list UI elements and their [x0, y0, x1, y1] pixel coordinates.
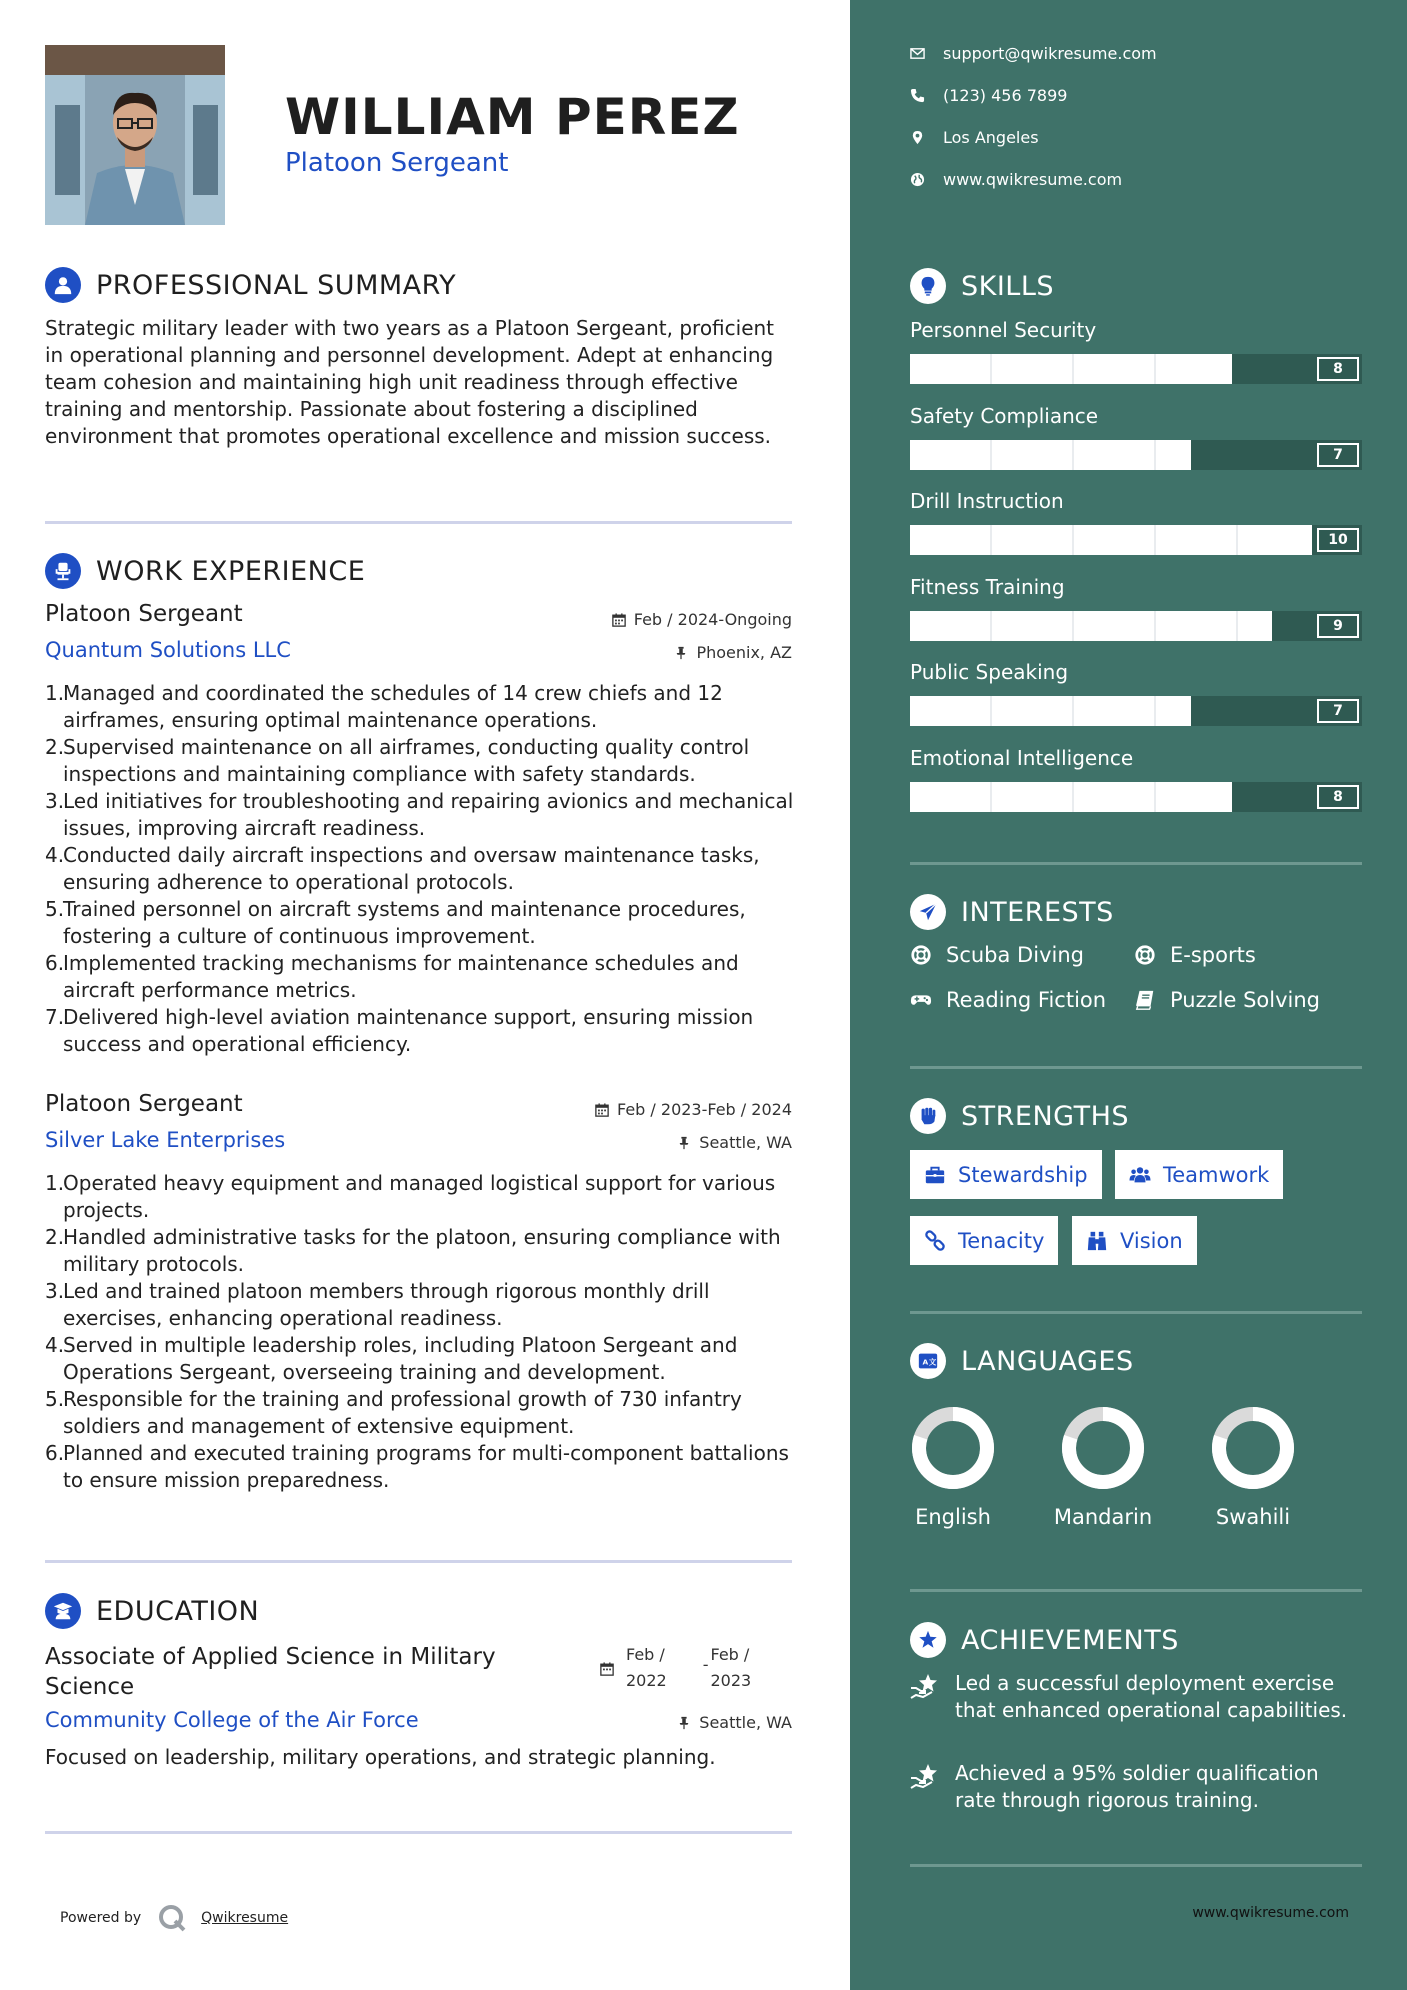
map-marker-icon — [910, 130, 925, 145]
skill-name: Personnel Security — [910, 318, 1097, 342]
strength-badge — [910, 1216, 1058, 1265]
strength-label: Tenacity — [958, 1228, 1045, 1253]
pin-icon — [677, 1136, 691, 1150]
skill-bar-fill — [910, 354, 1232, 384]
skill-bar-fill — [910, 782, 1232, 812]
job-location — [677, 1133, 792, 1152]
envelope-icon — [910, 46, 925, 61]
list-item: 6. Planned and executed training programs for multi-component battalions to ensure mission preparedness. — [45, 1441, 789, 1492]
globe-icon — [910, 172, 925, 187]
list-item: 3. Led initiatives for troubleshooting and repairing avionics and mechanical issues, improving aircraft readiness. — [45, 789, 794, 840]
education-dates — [600, 1642, 751, 1694]
interest-label: Reading Fiction — [946, 988, 1107, 1012]
language-icon — [910, 1343, 946, 1379]
qwikresume-link[interactable]: Qwikresume — [201, 1910, 289, 1926]
company-name: Silver Lake Enterprises — [45, 1128, 286, 1152]
users-icon — [1129, 1164, 1151, 1186]
list-item: 1. Managed and coordinated the schedules of 14 crew chiefs and 12 airframes, ensuring optimal maintenance operations. — [45, 681, 723, 732]
skill-bar-fill — [910, 525, 1312, 555]
summary-heading: PROFESSIONAL SUMMARY — [96, 269, 457, 301]
skill-rating: 9 — [1317, 614, 1359, 638]
phone-icon — [910, 88, 925, 103]
sidebar — [850, 0, 1407, 1990]
languages-heading: LANGUAGES — [961, 1345, 1134, 1377]
book-icon — [1134, 989, 1156, 1011]
skill-bar-fill — [910, 696, 1191, 726]
skill-rating: 8 — [1317, 357, 1359, 381]
svg-text:文: 文 — [928, 1357, 937, 1367]
powered-by-label: Powered by — [60, 1910, 142, 1926]
language-item — [1038, 1405, 1168, 1529]
skill-rating: 10 — [1317, 528, 1359, 552]
experience-heading: WORK EXPERIENCE — [96, 555, 366, 587]
section-divider — [910, 1066, 1362, 1069]
life-ring-icon — [910, 944, 932, 966]
section-divider — [45, 1560, 792, 1563]
list-item: 4. Served in multiple leadership roles, including Platoon Sergeant and Operations Sergeant, overseeing training and development. — [45, 1333, 738, 1384]
job-dates — [595, 1100, 792, 1119]
skill-name: Public Speaking — [910, 660, 1069, 684]
skill-name: Emotional Intelligence — [910, 745, 1134, 770]
footer-website[interactable]: www.qwikresume.com — [1192, 1905, 1349, 1921]
phone-text: (123) 456 7899 — [943, 86, 1068, 105]
skill-rating: 7 — [1317, 443, 1359, 467]
skill-bar-fill — [910, 611, 1272, 641]
education-end-year: 2023 — [710, 1671, 752, 1690]
contact-website — [910, 170, 1122, 189]
list-item: 1. Operated heavy equipment and managed logistical support for various projects. — [45, 1171, 776, 1222]
email-text[interactable]: support@qwikresume.com — [943, 44, 1157, 63]
contact-location — [910, 128, 1039, 147]
svg-text:A: A — [922, 1357, 929, 1367]
skill-rating: 8 — [1317, 785, 1359, 809]
achievement-text: Achieved a 95% soldier qualification rate through rigorous training. — [955, 1761, 1319, 1812]
strength-badge — [1115, 1150, 1283, 1199]
interest-label: E-sports — [1170, 943, 1256, 967]
achievements-header — [910, 1622, 1179, 1658]
candidate-title: Platoon Sergeant — [285, 148, 509, 178]
qwikresume-logo-icon — [157, 1903, 187, 1933]
pin-icon — [674, 646, 688, 660]
interest-item — [1134, 943, 1256, 967]
list-item: 6. Implemented tracking mechanisms for maintenance schedules and aircraft performance metrics. — [45, 951, 739, 1002]
strength-badge — [1072, 1216, 1197, 1265]
skill-rating: 7 — [1317, 699, 1359, 723]
list-item: 4. Conducted daily aircraft inspections and oversaw maintenance tasks, ensuring adherence to operational protocols. — [45, 843, 760, 894]
star-hand-icon — [910, 1672, 940, 1702]
language-item — [1188, 1405, 1318, 1529]
powered-by — [60, 1903, 288, 1933]
language-donut — [1210, 1405, 1296, 1491]
calendar-icon — [612, 613, 626, 627]
skill-bar — [910, 525, 1362, 555]
interest-item — [1134, 988, 1320, 1012]
skill-name: Safety Compliance — [910, 403, 1099, 428]
strengths-header — [910, 1098, 1129, 1134]
school-name: Community College of the Air Force — [45, 1708, 419, 1732]
graduate-icon — [45, 1593, 81, 1629]
interests-heading: INTERESTS — [961, 896, 1114, 928]
achievement-text: Led a successful deployment exercise that enhanced operational capabilities. — [955, 1671, 1348, 1722]
strength-badge — [910, 1150, 1102, 1199]
date-separator: - — [702, 1655, 709, 1674]
pin-icon — [677, 1716, 691, 1730]
job-responsibilities — [45, 1170, 797, 1494]
company-name: Quantum Solutions LLC — [45, 638, 291, 662]
language-item — [888, 1405, 1018, 1529]
interest-item — [910, 943, 1084, 967]
user-icon — [45, 267, 81, 303]
list-item: 2. Supervised maintenance on all airframes, conducting quality control inspections and maintaining compliance with safety standards. — [45, 735, 750, 786]
language-name: English — [915, 1505, 991, 1529]
language-donut — [910, 1405, 996, 1491]
candidate-name: WILLIAM PEREZ — [285, 88, 740, 146]
interest-label: Puzzle Solving — [1170, 988, 1320, 1012]
location-text: Los Angeles — [943, 128, 1039, 147]
section-divider — [910, 1864, 1362, 1867]
achievement-item — [910, 1670, 1360, 1724]
languages-header — [910, 1343, 1134, 1379]
website-text[interactable]: www.qwikresume.com — [943, 170, 1123, 189]
fist-icon — [910, 1098, 946, 1134]
strengths-heading: STRENGTHS — [961, 1100, 1130, 1132]
interest-label: Scuba Diving — [946, 943, 1084, 967]
skill-bar — [910, 782, 1362, 812]
job-location-text: Phoenix, AZ — [696, 643, 792, 662]
list-item: 5. Responsible for the training and professional growth of 730 infantry soldiers and management of extensive equipment. — [45, 1387, 742, 1438]
job-dates-text: Feb / 2023-Feb / 2024 — [617, 1100, 792, 1119]
achievement-item — [910, 1760, 1360, 1814]
interest-item — [910, 988, 1106, 1012]
education-location-text: Seattle, WA — [699, 1713, 792, 1732]
skill-name: Drill Instruction — [910, 489, 1064, 513]
language-donut — [1060, 1405, 1146, 1491]
gamepad-icon — [910, 989, 932, 1011]
section-divider — [45, 521, 792, 524]
language-name: Mandarin — [1053, 1505, 1153, 1529]
briefcase-icon — [924, 1164, 946, 1186]
profile-photo — [45, 45, 225, 225]
experience-header — [45, 553, 365, 589]
skill-name: Fitness Training — [910, 574, 1065, 599]
contact-phone — [910, 86, 1067, 105]
section-divider — [45, 1831, 792, 1834]
contact-email — [910, 44, 1157, 63]
skill-bar — [910, 696, 1362, 726]
job-title: Platoon Sergeant — [45, 1091, 243, 1117]
job-dates-text: Feb / 2024-Ongoing — [633, 610, 792, 629]
list-item: 7. Delivered high-level aviation maintenance support, ensuring mission success and operational efficiency. — [45, 1005, 754, 1056]
star-hand-icon — [910, 1762, 940, 1792]
education-end-month: Feb / — [710, 1645, 750, 1664]
life-ring-icon — [1134, 944, 1156, 966]
strength-label: Teamwork — [1163, 1162, 1270, 1187]
job-dates — [612, 610, 792, 629]
skill-bar — [910, 440, 1362, 470]
skills-heading: SKILLS — [961, 270, 1055, 302]
job-responsibilities — [45, 680, 797, 1058]
achievements-heading: ACHIEVEMENTS — [961, 1624, 1179, 1656]
summary-header — [45, 267, 456, 303]
job-title: Platoon Sergeant — [45, 601, 243, 627]
strength-label: Stewardship — [958, 1162, 1088, 1187]
job-location — [674, 643, 792, 662]
degree-title: Associate of Applied Science in Military Science — [45, 1644, 496, 1700]
star-badge-icon — [910, 1622, 946, 1658]
education-heading: EDUCATION — [96, 1595, 260, 1627]
skill-bar-fill — [910, 440, 1191, 470]
education-start-year: 2022 — [626, 1671, 667, 1690]
skill-bar — [910, 611, 1362, 641]
education-location — [677, 1713, 792, 1732]
skills-header — [910, 268, 1054, 304]
link-icon — [924, 1230, 946, 1252]
calendar-icon — [595, 1103, 609, 1117]
job-location-text: Seattle, WA — [699, 1133, 792, 1152]
paper-plane-icon — [910, 894, 946, 930]
language-name: Swahili — [1215, 1505, 1291, 1529]
summary-text: Strategic military leader with two years as a Platoon Sergeant, proficient in operational planning and personnel development. Adept at enhancing team cohesion and maintaining high unit readiness through effective training and mentorship. Passionate about fostering a disciplined environment that promotes operational excellence and mission success. — [45, 316, 775, 448]
list-item: 3. Led and trained platoon members through rigorous monthly drill exercises, enhancing operational readiness. — [45, 1279, 710, 1330]
section-divider — [910, 862, 1362, 865]
strength-label: Vision — [1120, 1228, 1183, 1253]
office-chair-icon — [45, 553, 81, 589]
list-item: 5. Trained personnel on aircraft systems and maintenance procedures, fostering a culture of continuous improvement. — [45, 897, 746, 948]
calendar-icon — [600, 1662, 614, 1676]
section-divider — [910, 1589, 1362, 1592]
skill-bar — [910, 354, 1362, 384]
education-description: Focused on leadership, military operations, and strategic planning. — [45, 1745, 716, 1769]
section-divider — [910, 1311, 1362, 1314]
lightbulb-icon — [910, 268, 946, 304]
binoculars-icon — [1086, 1230, 1108, 1252]
education-header — [45, 1593, 259, 1629]
interests-header — [910, 894, 1114, 930]
list-item: 2. Handled administrative tasks for the platoon, ensuring compliance with military protocols. — [45, 1225, 781, 1276]
education-start-month: Feb / — [626, 1645, 665, 1664]
